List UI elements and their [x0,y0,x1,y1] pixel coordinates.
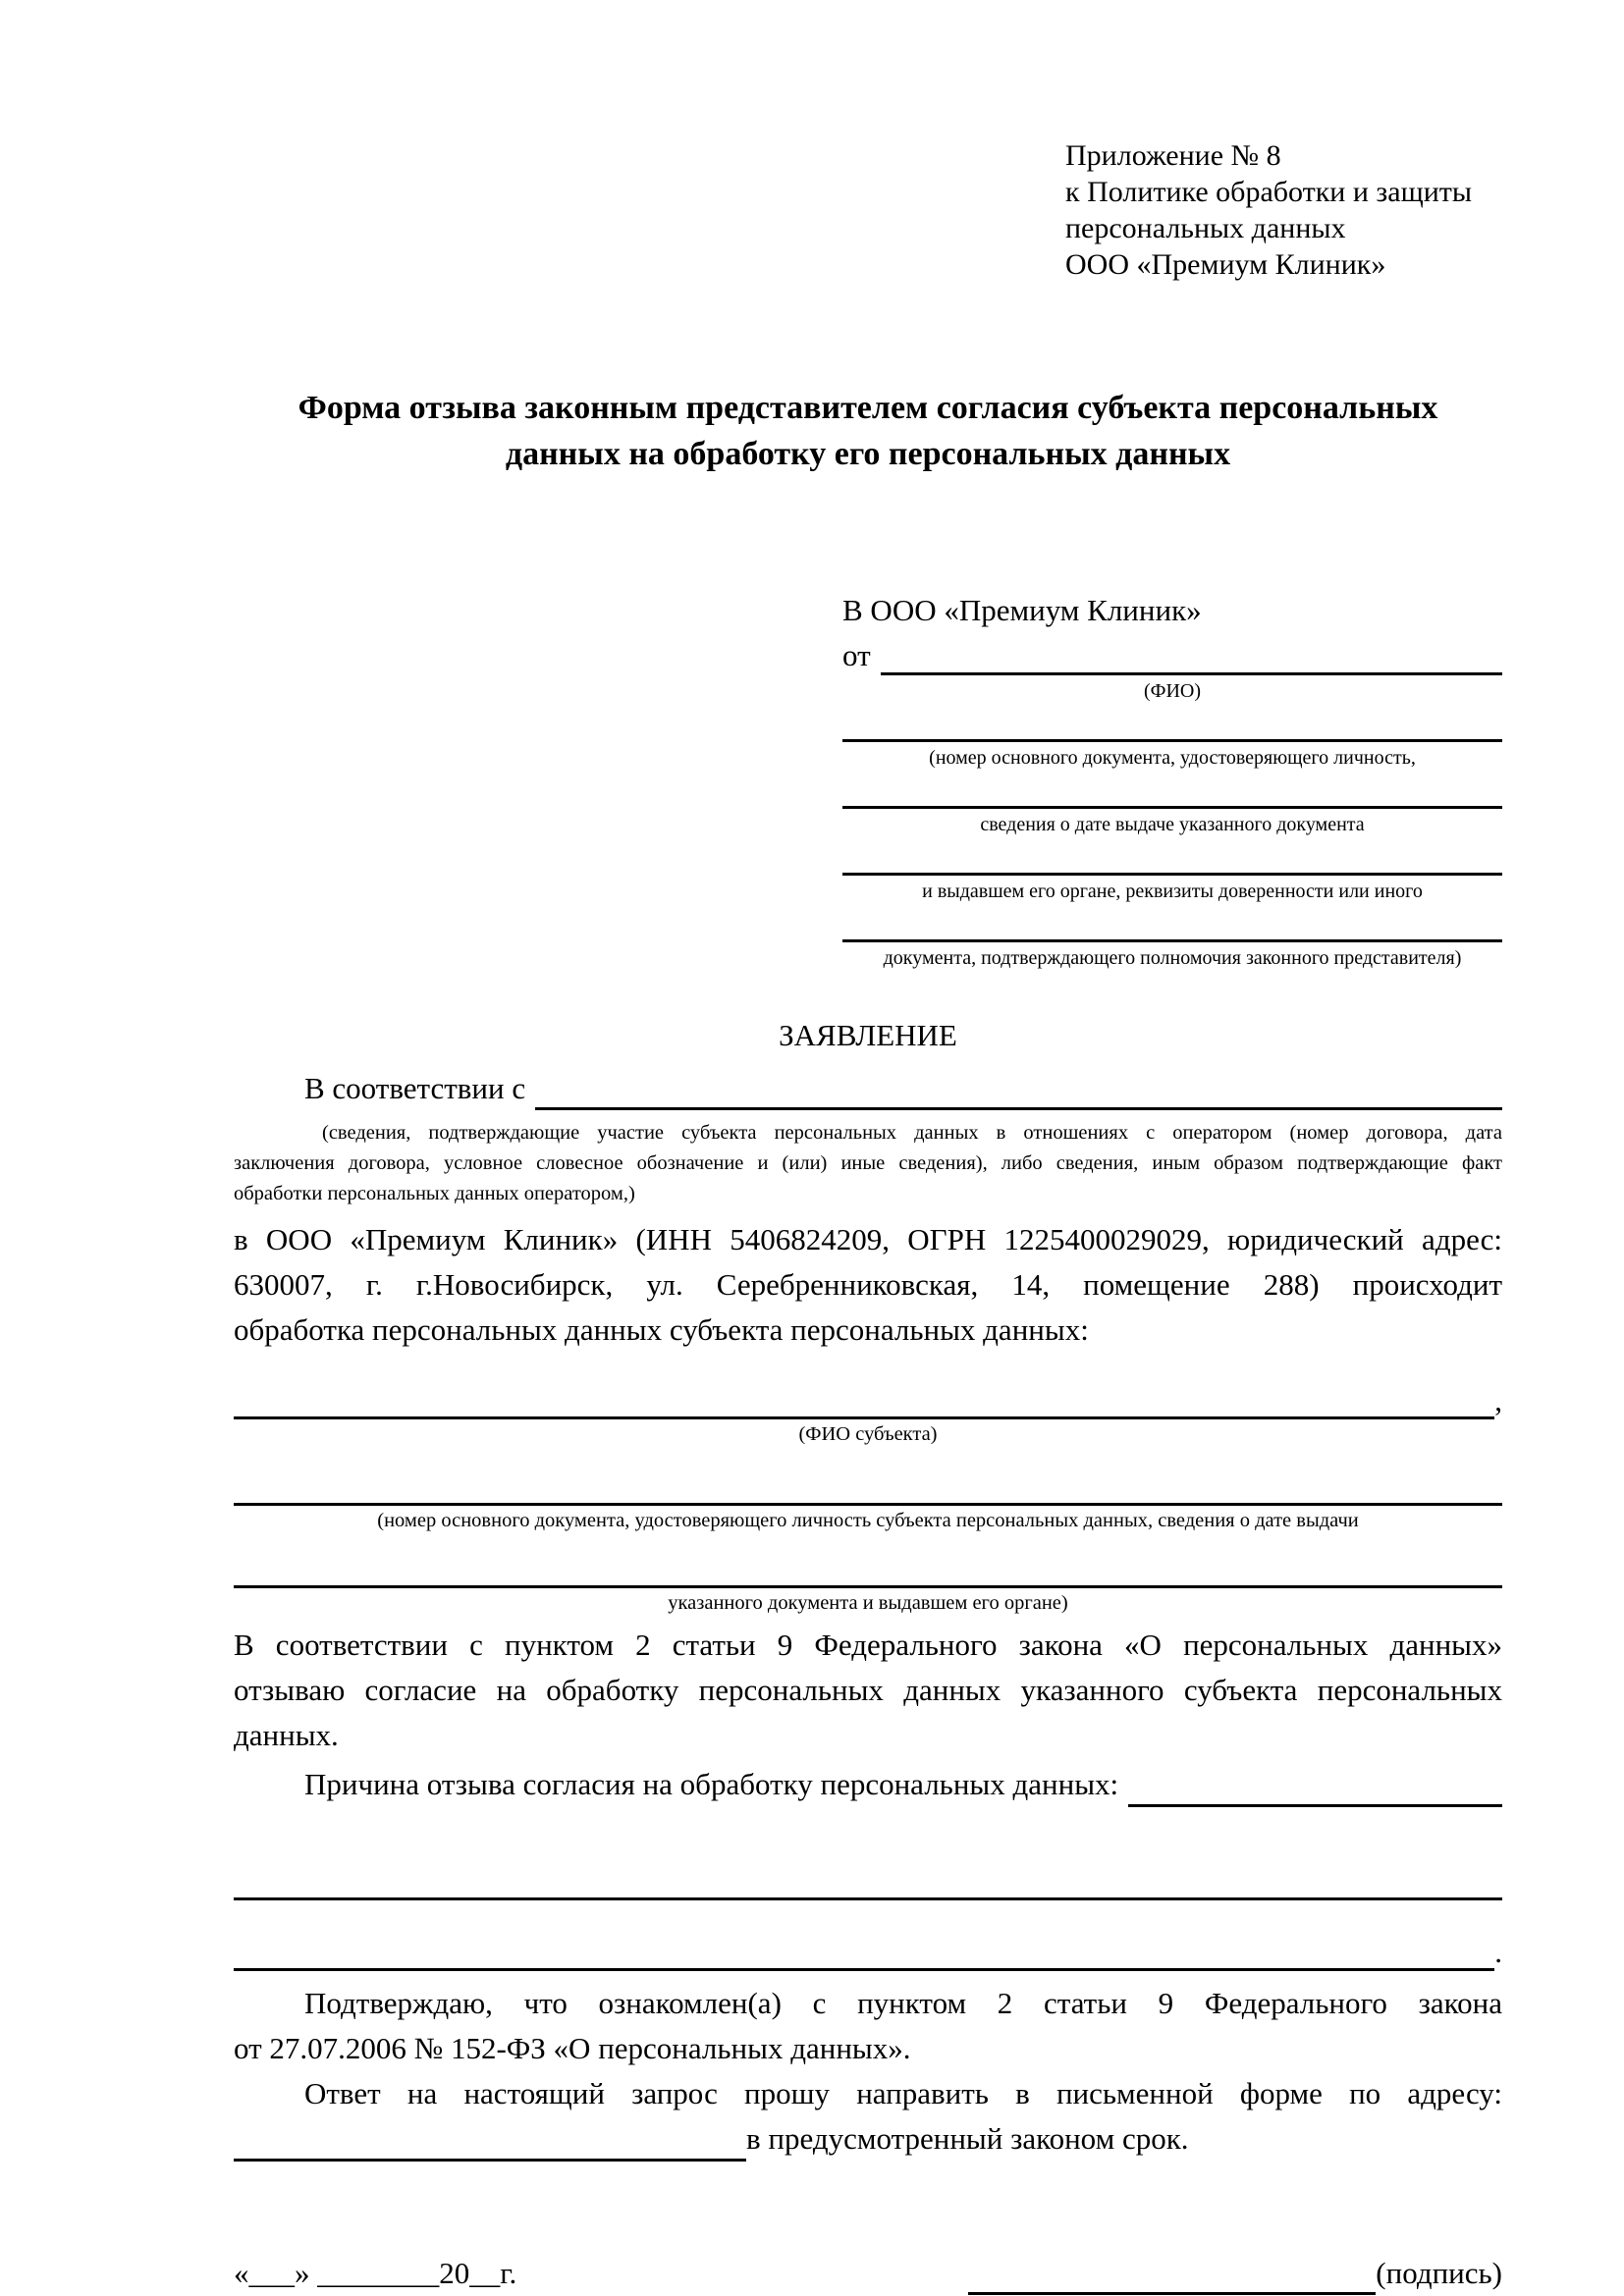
document-content [234,0,1502,2295]
reply-line-2-text: в предусмотренный законом срок. [746,2121,1189,2156]
fio-caption: (ФИО) [1143,680,1201,702]
withdrawal-paragraph-line: отзываю согласие на обработку персональных данных указанного субъекта персональных [234,1673,1502,1707]
appendix-line: к Политике обработки и защиты [1065,176,1473,208]
subject-fio-row [234,1382,1502,1419]
appendix-line: персональных данных [1065,212,1346,244]
reply-line-2-row [234,2116,1502,2162]
document-title: Форма отзыва законным представителем согласия субъекта персональных данных на обработку его персональных данных [298,390,1438,472]
operator-paragraph-line: 630007, г. г.Новосибирск, ул. Серебренниковская, 14, помещение 288) происходит [234,1267,1502,1302]
reason-extra-blank-line-2 [234,1935,1494,1971]
subject-doc-blank-line-2 [234,1552,1502,1588]
appendix-line: ООО «Премиум Клиник» [1065,248,1386,281]
blank-caption: документа, подтверждающего полномочия законного представителя) [883,947,1462,969]
blank-line [842,837,1502,876]
appendix-block [1065,137,1502,283]
from-row [842,636,1502,675]
acknowledgement-line: Подтверждаю, что ознакомлен(а) с пунктом 2 статьи 9 Федерального закона [304,1986,1502,2020]
from-blank-line [881,639,1502,675]
reply-line-1: Ответ на настоящий запрос прошу направить в письменной форме по адресу: [304,2076,1502,2110]
addressee-organization: В ООО «Премиум Клиник» [842,593,1202,627]
blank-caption: сведения о дате выдаче указанного документа [980,814,1365,835]
operator-paragraph-line: в ООО «Премиум Клиник» (ИНН 5406824209, ОГРН 1225400029029, юридический адрес: [234,1222,1502,1256]
subject-doc-blank-line [234,1469,1502,1506]
reason-extra-row-2 [234,1934,1502,1971]
addressee-block [842,591,1502,971]
statement-heading: ЗАЯВЛЕНИЕ [779,1018,957,1052]
withdrawal-paragraph-line: В соответствии с пунктом 2 статьи 9 Федерального закона «О персональных данных» [234,1628,1502,1662]
address-blank-line [234,2125,746,2162]
withdrawal-paragraph-line: данных. [234,1718,339,1752]
blank-caption: (номер основного документа, удостоверяющего личность, [929,747,1416,769]
reason-extra-row-1 [234,1864,1502,1900]
footer-row [234,2252,1502,2295]
document-number-blank [842,704,1502,771]
trailing-period: . [1494,1935,1502,1969]
trailing-comma: , [1494,1383,1502,1417]
blank-line [842,771,1502,809]
reason-extra-blank-line-1 [234,1864,1502,1900]
intro-note-line: (сведения, подтверждающие участие субъекта персональных данных в отношениях с оператором (номер договора, дата [322,1122,1502,1144]
operator-paragraph [234,1217,1502,1353]
issue-date-blank [842,771,1502,837]
intro-note-line: заключения договора, условное словесное обозначение и (или) иные сведения), либо сведения, иным образом подтверждающие факт [234,1152,1502,1174]
operator-paragraph-line: обработка персональных данных субъекта персональных данных: [234,1312,1089,1347]
withdrawal-paragraph [234,1623,1502,1758]
authority-document-blank [842,904,1502,971]
subject-fio-blank-line [234,1383,1494,1419]
blank-caption: и выдавшем его органе, реквизиты доверенности или иного [922,881,1423,902]
appendix-line: Приложение № 8 [1065,139,1281,172]
signature-block [968,2252,1502,2295]
intro-note [234,1118,1502,1209]
subject-doc-row-2 [234,1552,1502,1588]
from-label: от [842,638,871,672]
blank-line [842,704,1502,742]
reason-label: Причина отзыва согласия на обработку персональных данных: [304,1767,1119,1801]
reply-paragraph [234,2071,1502,2116]
reason-row [234,1762,1502,1807]
subject-doc-caption-2: указанного документа и выдавшем его органе) [668,1592,1068,1614]
blank-line [842,904,1502,942]
intro-row [234,1067,1502,1110]
signature-caption: (подпись) [1376,2256,1502,2290]
date-blank: «___» ________20__г. [234,2256,517,2290]
subject-fio-caption: (ФИО субъекта) [798,1423,938,1445]
acknowledgement-paragraph [234,1981,1502,2071]
issuing-authority-blank [842,837,1502,904]
subject-doc-row [234,1469,1502,1506]
intro-note-line: обработки персональных данных оператором,) [234,1183,635,1204]
intro-blank-line [535,1074,1502,1110]
reason-blank-line [1128,1771,1502,1807]
subject-doc-caption: (номер основного документа, удостоверяющего личность субъекта персональных данных, сведения о дате выдачи [377,1510,1359,1531]
intro-label: В соответствии с [304,1071,526,1105]
acknowledgement-line: от 27.07.2006 № 152-ФЗ «О персональных данных». [234,2031,911,2065]
signature-blank-line [968,2259,1376,2295]
